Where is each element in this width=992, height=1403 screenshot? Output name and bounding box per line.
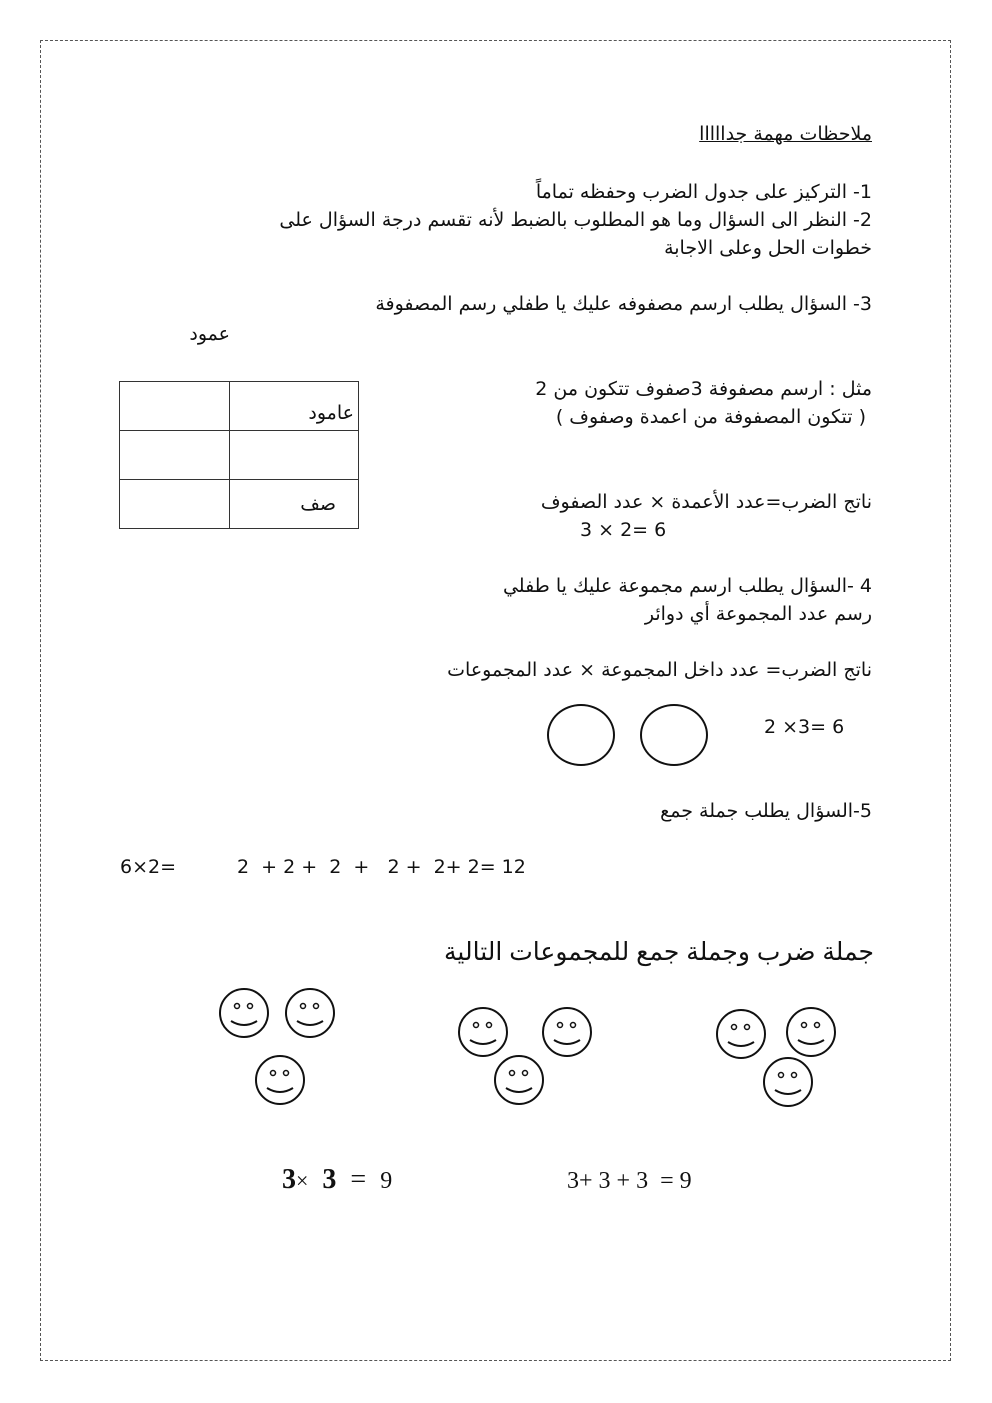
matrix-equation: 3 × 2= 6 (580, 519, 667, 541)
addition-sum-part: 2 + 2 + 2 + 2 + 2+ 2= 12 (237, 856, 526, 878)
matrix-example-line1: مثل : ارسم مصفوفة 3صفوف تتكون من 2 (535, 378, 872, 400)
note-item-5: 5-السؤال يطلب جملة جمع (660, 800, 872, 822)
smiley-face-icon (717, 1010, 765, 1058)
row-cell-label: صف (300, 493, 336, 515)
note-item-4-line2: رسم عدد المجموعة أي دوائر (644, 603, 872, 625)
smiley-face-icon (787, 1008, 835, 1056)
mult-result: 9 (380, 1168, 393, 1194)
exercise-multiplication (282, 1162, 392, 1199)
smiley-face-icon (286, 989, 334, 1037)
mult-operator: × (296, 1168, 309, 1193)
note-item-1: 1- التركيز على جدول الضرب وحفظه تماماً (535, 181, 872, 203)
smiley-face-icon (764, 1058, 812, 1106)
exercise-heading: جملة ضرب وجملة جمع للمجموعات التالية (444, 938, 874, 966)
smiley-face-icon (543, 1008, 591, 1056)
smiley-face-icon (256, 1056, 304, 1104)
note-item-2-line2: خطوات الحل وعلى الاجابة (664, 237, 872, 259)
note-item-4-line1: 4 -السؤال يطلب ارسم مجموعة عليك يا طفلي (502, 575, 872, 597)
note-item-3: 3- السؤال يطلب ارسم مصفوفه عليك يا طفلي رسم المصفوفة (375, 293, 872, 315)
column-label: عمود (189, 323, 230, 345)
matrix-rule: ناتج الضرب=عدد الأعمدة × عدد الصفوف (540, 491, 872, 513)
mult-operand-a: 3 (282, 1164, 296, 1195)
mult-operand-b: 3 (322, 1164, 337, 1195)
column-cell-label: عامود (308, 402, 354, 424)
smiley-group-3 (717, 1008, 835, 1106)
groups-rule: ناتج الضرب= عدد داخل المجموعة × عدد المجموعات (447, 659, 872, 681)
note-item-2-line1: 2- النظر الى السؤال وما هو المطلوب بالضبط لأنه تقسم درجة السؤال على (279, 209, 872, 231)
mult-equals: = (350, 1164, 367, 1195)
matrix-example-line2: ( تتكون المصفوفة من اعمدة وصفوف ) (555, 406, 866, 428)
notes-title: ملاحظات مهمة جدااااا (699, 123, 872, 145)
smiley-face-icon (495, 1056, 543, 1104)
smiley-face-icon (220, 989, 268, 1037)
addition-mult-part: 6×2= (120, 856, 177, 878)
smiley-face-icon (459, 1008, 507, 1056)
smiley-group-1 (220, 989, 334, 1104)
smiley-group-2 (459, 1008, 591, 1104)
groups-equation: 2 ×3= 6 (764, 716, 845, 738)
exercise-addition: 3+ 3 + 3 = 9 (567, 1168, 692, 1194)
